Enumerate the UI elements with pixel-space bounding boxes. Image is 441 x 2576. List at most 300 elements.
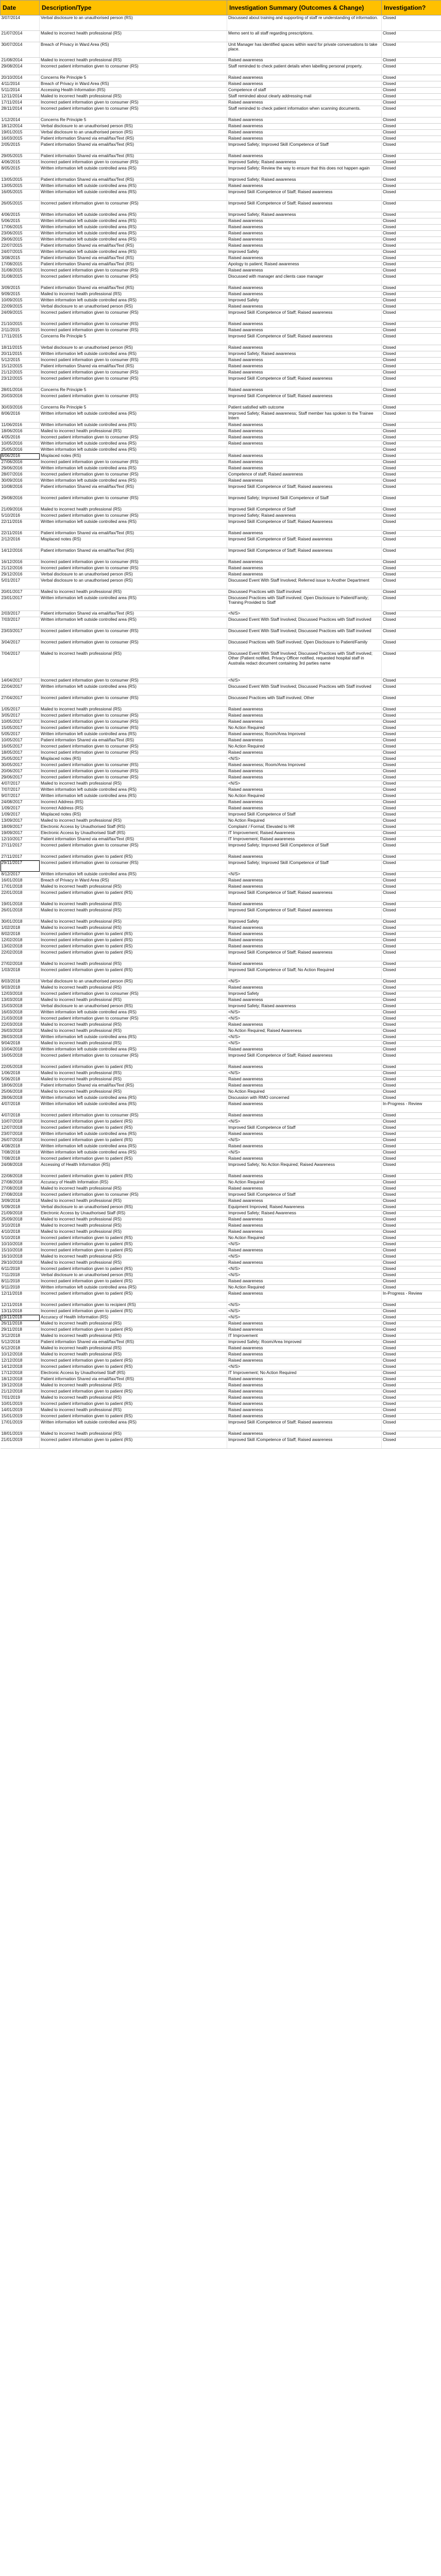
cell-date: 14/01/2019: [1, 1408, 40, 1414]
table-row[interactable]: [1, 1004, 441, 1010]
table-row[interactable]: [1, 177, 441, 183]
cell-summary: No Action Required: [227, 1285, 382, 1291]
table-row[interactable]: [1, 447, 441, 453]
table-row[interactable]: [1, 484, 441, 496]
cell-date: 25/05/2017: [1, 756, 40, 762]
cell-status: Closed: [382, 88, 441, 94]
table-row[interactable]: [1, 441, 441, 447]
cell-date: 27/06/2016: [1, 460, 40, 466]
table-row[interactable]: [1, 1279, 441, 1285]
table-row[interactable]: [1, 831, 441, 837]
table-row[interactable]: [1, 950, 441, 961]
cell-summary: Raised awareness: [227, 719, 382, 725]
table-row[interactable]: [1, 472, 441, 478]
cell-summary: Improved Skill /Competence of Staff; Raised awareness: [227, 484, 382, 496]
cell-description: Written information left outside controlled area (RS): [40, 411, 227, 422]
table-row[interactable]: [1, 117, 441, 124]
table-row[interactable]: [1, 334, 441, 345]
table-row[interactable]: [1, 961, 441, 968]
cell-status: Closed: [382, 42, 441, 58]
table-row[interactable]: [1, 1041, 441, 1047]
table-row[interactable]: [1, 1321, 441, 1327]
cell-date: 21/12/2015: [1, 370, 40, 376]
table-row[interactable]: [1, 519, 441, 531]
cell-summary: Raised awareness: [227, 1321, 382, 1327]
table-row[interactable]: [1, 985, 441, 991]
table-row[interactable]: [1, 387, 441, 394]
table-row[interactable]: [1, 1340, 441, 1346]
table-row[interactable]: [1, 806, 441, 812]
cell-date: 24/08/2017: [1, 800, 40, 806]
table-row[interactable]: [1, 572, 441, 578]
table-row[interactable]: [1, 1198, 441, 1205]
cell-summary: Raised awareness: [227, 750, 382, 756]
table-row[interactable]: [1, 925, 441, 931]
table-row[interactable]: [1, 142, 441, 154]
table-row[interactable]: [1, 1414, 441, 1420]
cell-summary: Raised awareness: [227, 707, 382, 713]
table-row[interactable]: [1, 345, 441, 351]
cell-summary: Raised awareness: [227, 1414, 382, 1420]
table-row[interactable]: [1, 979, 441, 985]
table-row[interactable]: [1, 1035, 441, 1041]
table-row[interactable]: [1, 531, 441, 537]
table-row[interactable]: [1, 183, 441, 190]
cell-status: Closed: [382, 781, 441, 787]
cell-description: Incorrect patient information given to consumer (RS): [40, 860, 227, 872]
table-row[interactable]: [1, 812, 441, 818]
cell-date: 18/06/2016: [1, 429, 40, 435]
cell-summary: No Action Required: [227, 1089, 382, 1095]
table-row[interactable]: [1, 611, 441, 617]
table-row[interactable]: [1, 1186, 441, 1192]
table-row[interactable]: [1, 824, 441, 831]
table-row[interactable]: [1, 651, 441, 678]
table-row[interactable]: [1, 249, 441, 256]
table-row[interactable]: [1, 860, 441, 872]
cell-date: 5/10/2016: [1, 513, 40, 519]
table-row[interactable]: [1, 351, 441, 358]
cell-summary: Raised awareness: [227, 256, 382, 262]
cell-date: 14/04/2017: [1, 678, 40, 684]
column-header-investigation[interactable]: Investigation?: [382, 1, 441, 15]
table-row[interactable]: [1, 1327, 441, 1333]
table-row[interactable]: [1, 1377, 441, 1383]
table-row[interactable]: [1, 237, 441, 243]
table-row[interactable]: [1, 310, 441, 321]
table-row[interactable]: [1, 1395, 441, 1401]
cell-summary: IT Improvement; Raised Awareness: [227, 831, 382, 837]
table-row[interactable]: [1, 160, 441, 166]
cell-date: 4/06/2015: [1, 160, 40, 166]
table-row[interactable]: [1, 696, 441, 707]
table-row[interactable]: [1, 938, 441, 944]
cell-description: Incorrect patient information given to patient (RS): [40, 1138, 227, 1144]
table-row[interactable]: [1, 843, 441, 854]
table-row[interactable]: [1, 1302, 441, 1309]
table-row[interactable]: [1, 1260, 441, 1266]
cell-description: Mailed to incorrect health professional (RS): [40, 589, 227, 596]
table-row[interactable]: [1, 793, 441, 800]
table-row[interactable]: [1, 578, 441, 589]
cell-date: 25/09/2018: [1, 1217, 40, 1223]
table-row[interactable]: [1, 42, 441, 58]
table-row[interactable]: [1, 1138, 441, 1144]
table-row[interactable]: [1, 435, 441, 441]
table-row[interactable]: [1, 1229, 441, 1235]
cell-status: Closed: [382, 611, 441, 617]
table-row[interactable]: [1, 478, 441, 484]
cell-date: 16/03/2015: [1, 136, 40, 142]
table-row[interactable]: [1, 1150, 441, 1156]
cell-status: Closed: [382, 285, 441, 292]
table-row[interactable]: [1, 1273, 441, 1279]
table-row[interactable]: [1, 256, 441, 262]
table-row[interactable]: [1, 1242, 441, 1248]
table-row[interactable]: [1, 212, 441, 218]
table-row[interactable]: [1, 884, 441, 890]
table-row[interactable]: [1, 878, 441, 884]
table-row[interactable]: [1, 1333, 441, 1340]
table-row[interactable]: [1, 787, 441, 793]
table-row[interactable]: [1, 719, 441, 725]
cell-description: Concerns Re Principle 5: [40, 75, 227, 81]
table-row[interactable]: [1, 231, 441, 237]
cell-description: Written information left outside controlled area (RS): [40, 237, 227, 243]
cell-description: Patient information Shared via email/fax/Text (RS): [40, 738, 227, 744]
table-row[interactable]: [1, 818, 441, 824]
cell-date: 3/10/2018: [1, 1223, 40, 1229]
table-row[interactable]: [1, 1248, 441, 1254]
cell-date: 22/05/2018: [1, 1064, 40, 1071]
table-row[interactable]: [1, 684, 441, 696]
cell-summary: Equipment Improved; Raised Awareness: [227, 1205, 382, 1211]
table-row[interactable]: [1, 1053, 441, 1064]
cell-status: Closed: [382, 824, 441, 831]
table-row[interactable]: [1, 1291, 441, 1302]
cell-summary: Improved Safety; Raised awareness: [227, 513, 382, 519]
table-row[interactable]: [1, 1162, 441, 1174]
cell-status: Closed: [382, 1205, 441, 1211]
table-row[interactable]: [1, 106, 441, 117]
cell-description: Incorrect patient information given to patient (RS): [40, 854, 227, 860]
table-row[interactable]: [1, 744, 441, 750]
cell-status: Closed: [382, 422, 441, 429]
cell-summary: Raised awareness: [227, 422, 382, 429]
table-row[interactable]: [1, 1358, 441, 1364]
table-row[interactable]: [1, 1285, 441, 1291]
cell-description: Misplaced notes (RS): [40, 812, 227, 818]
table-row[interactable]: [1, 1437, 441, 1449]
table-row[interactable]: [1, 931, 441, 938]
cell-status: Closed: [382, 405, 441, 411]
table-row[interactable]: [1, 991, 441, 997]
cell-status: Closed: [382, 256, 441, 262]
cell-date: 17/08/2015: [1, 262, 40, 268]
table-row[interactable]: [1, 1028, 441, 1035]
table-row[interactable]: [1, 166, 441, 177]
cell-status: Closed: [382, 640, 441, 651]
cell-description: Verbal disclosure to an unauthorised person (RS): [40, 1004, 227, 1010]
table-row[interactable]: [1, 496, 441, 507]
table-row[interactable]: [1, 243, 441, 249]
table-row[interactable]: [1, 466, 441, 472]
table-row[interactable]: [1, 732, 441, 738]
cell-status: Closed: [382, 1217, 441, 1223]
table-row[interactable]: [1, 405, 441, 411]
table-row[interactable]: [1, 262, 441, 268]
cell-date: 26/11/2018: [1, 1321, 40, 1327]
table-row[interactable]: [1, 376, 441, 387]
table-row[interactable]: [1, 537, 441, 548]
table-row[interactable]: [1, 775, 441, 781]
column-header-description[interactable]: Description/Type: [40, 1, 227, 15]
table-row[interactable]: [1, 1383, 441, 1389]
cell-summary: <N/S>: [227, 979, 382, 985]
cell-date: 12/11/2014: [1, 94, 40, 100]
table-row[interactable]: [1, 268, 441, 274]
table-row[interactable]: [1, 713, 441, 719]
table-row[interactable]: [1, 201, 441, 212]
table-row[interactable]: [1, 725, 441, 732]
table-row[interactable]: [1, 1254, 441, 1260]
cell-date: 26/07/2018: [1, 1138, 40, 1144]
table-row[interactable]: [1, 707, 441, 713]
table-row[interactable]: [1, 781, 441, 787]
table-row[interactable]: [1, 321, 441, 328]
table-row[interactable]: [1, 124, 441, 130]
cell-description: Breach of Privacy in Ward Area (RS): [40, 878, 227, 884]
table-row[interactable]: [1, 1266, 441, 1273]
cell-date: 8/06/2016: [1, 411, 40, 422]
cell-description: Incorrect patient information given to patient (RS): [40, 950, 227, 961]
table-row[interactable]: [1, 566, 441, 572]
table-row[interactable]: [1, 902, 441, 908]
table-row[interactable]: [1, 411, 441, 422]
table-row[interactable]: [1, 1119, 441, 1125]
cell-summary: Staff reminded to check patient details when labelling personal property.: [227, 64, 382, 75]
cell-status: Closed: [382, 589, 441, 596]
table-row[interactable]: [1, 800, 441, 806]
table-row[interactable]: [1, 560, 441, 566]
table-row[interactable]: [1, 1408, 441, 1414]
cell-date: 17/11/2014: [1, 100, 40, 106]
table-row[interactable]: [1, 285, 441, 292]
table-row[interactable]: [1, 1083, 441, 1089]
table-row[interactable]: [1, 997, 441, 1004]
table-row[interactable]: [1, 678, 441, 684]
table-row[interactable]: [1, 1010, 441, 1016]
table-row[interactable]: [1, 422, 441, 429]
table-row[interactable]: [1, 328, 441, 334]
cell-summary: <N/S>: [227, 678, 382, 684]
table-row[interactable]: [1, 370, 441, 376]
cell-summary: Raised awareness: [227, 364, 382, 370]
table-row[interactable]: [1, 1113, 441, 1119]
cell-summary: Improved Skill /Competence of Staff; Raised awareness: [227, 334, 382, 345]
cell-description: Incorrect patient information given to patient (RS): [40, 1279, 227, 1285]
cell-summary: Raised awareness: [227, 387, 382, 394]
cell-date: 22/11/2016: [1, 519, 40, 531]
table-row[interactable]: [1, 629, 441, 640]
cell-date: 1/06/2018: [1, 1071, 40, 1077]
table-row[interactable]: [1, 507, 441, 513]
table-row[interactable]: [1, 756, 441, 762]
table-row[interactable]: [1, 919, 441, 925]
table-row[interactable]: [1, 31, 441, 42]
table-row[interactable]: [1, 1144, 441, 1150]
cell-date: 21/01/2019: [1, 1437, 40, 1449]
cell-status: Closed: [382, 1248, 441, 1254]
table-row[interactable]: [1, 1364, 441, 1370]
table-row[interactable]: [1, 225, 441, 231]
table-row[interactable]: [1, 130, 441, 136]
table-row[interactable]: [1, 1420, 441, 1431]
table-row[interactable]: [1, 1309, 441, 1315]
cell-date: 4/10/2018: [1, 1229, 40, 1235]
cell-status: Closed: [382, 548, 441, 560]
cell-date: 9/04/2018: [1, 1041, 40, 1047]
table-row[interactable]: [1, 364, 441, 370]
table-row[interactable]: [1, 292, 441, 298]
cell-summary: Raised awareness: [227, 787, 382, 793]
cell-status: Closed: [382, 94, 441, 100]
cell-description: Written information left outside controlled area (RS): [40, 212, 227, 218]
table-row[interactable]: [1, 453, 441, 460]
table-row[interactable]: [1, 1156, 441, 1162]
cell-summary: Improved Safety; Raised Awareness: [227, 1211, 382, 1217]
table-row[interactable]: [1, 58, 441, 64]
table-row[interactable]: [1, 890, 441, 902]
cell-status: Closed: [382, 117, 441, 124]
table-row[interactable]: [1, 75, 441, 81]
table-row[interactable]: [1, 1064, 441, 1071]
table-row[interactable]: [1, 1217, 441, 1223]
table-row[interactable]: [1, 837, 441, 843]
table-row[interactable]: [1, 617, 441, 629]
table-row[interactable]: [1, 1352, 441, 1358]
table-row[interactable]: [1, 1077, 441, 1083]
table-row[interactable]: [1, 1223, 441, 1229]
cell-description: Patient information Shared via email/fax/Text (RS): [40, 243, 227, 249]
table-row[interactable]: [1, 1389, 441, 1395]
column-header-summary[interactable]: Investigation Summary (Outcomes & Change): [227, 1, 382, 15]
table-row[interactable]: [1, 944, 441, 950]
table-row[interactable]: [1, 908, 441, 919]
table-row[interactable]: [1, 854, 441, 860]
cell-status: Closed: [382, 394, 441, 405]
cell-summary: Raised awareness: [227, 1352, 382, 1358]
cell-status: Closed: [382, 429, 441, 435]
table-row[interactable]: [1, 274, 441, 285]
table-row[interactable]: [1, 769, 441, 775]
table-row[interactable]: [1, 1370, 441, 1377]
table-row[interactable]: [1, 154, 441, 160]
cell-date: 29/06/2015: [1, 237, 40, 243]
cell-status: Closed: [382, 831, 441, 837]
table-row[interactable]: [1, 1089, 441, 1095]
table-row[interactable]: [1, 750, 441, 756]
cell-date: 8/06/2016: [1, 453, 40, 460]
table-row[interactable]: [1, 94, 441, 100]
table-row[interactable]: [1, 1131, 441, 1138]
table-row[interactable]: [1, 1180, 441, 1186]
table-row[interactable]: [1, 1205, 441, 1211]
cell-date: 8/02/2018: [1, 931, 40, 938]
table-row[interactable]: [1, 1101, 441, 1113]
table-row[interactable]: [1, 872, 441, 878]
table-row[interactable]: [1, 1431, 441, 1437]
cell-description: Mailed to incorrect health professional (RS): [40, 1077, 227, 1083]
table-row[interactable]: [1, 1192, 441, 1198]
cell-status: Closed: [382, 130, 441, 136]
table-row[interactable]: [1, 1022, 441, 1028]
table-row[interactable]: [1, 1125, 441, 1131]
table-row[interactable]: [1, 762, 441, 769]
table-row[interactable]: [1, 1071, 441, 1077]
table-row[interactable]: [1, 304, 441, 310]
cell-description: Mailed to incorrect health professional (RS): [40, 1352, 227, 1358]
table-row[interactable]: [1, 218, 441, 225]
table-row[interactable]: [1, 548, 441, 560]
cell-date: 17/01/2018: [1, 884, 40, 890]
table-row[interactable]: [1, 1235, 441, 1242]
table-row[interactable]: [1, 190, 441, 201]
table-row[interactable]: [1, 1095, 441, 1101]
cell-date: 1/05/2017: [1, 707, 40, 713]
cell-status: Closed: [382, 466, 441, 472]
table-row[interactable]: [1, 1401, 441, 1408]
column-header-date[interactable]: Date: [1, 1, 40, 15]
table-row[interactable]: [1, 738, 441, 744]
table-row[interactable]: [1, 513, 441, 519]
table-row[interactable]: [1, 1315, 441, 1321]
table-row[interactable]: [1, 596, 441, 611]
cell-summary: Raised awareness: [227, 1248, 382, 1254]
cell-description: Incorrect Address (RS): [40, 800, 227, 806]
table-row[interactable]: [1, 1211, 441, 1217]
table-row[interactable]: [1, 298, 441, 304]
table-row[interactable]: [1, 1016, 441, 1022]
cell-summary: Raised awareness: [227, 75, 382, 81]
cell-status: Closed: [382, 304, 441, 310]
table-row[interactable]: [1, 136, 441, 142]
table-row[interactable]: [1, 81, 441, 88]
table-row[interactable]: [1, 64, 441, 75]
table-row[interactable]: [1, 589, 441, 596]
table-row[interactable]: [1, 1047, 441, 1053]
table-row[interactable]: [1, 358, 441, 364]
table-row[interactable]: [1, 640, 441, 651]
cell-date: 4/05/2016: [1, 435, 40, 441]
cell-description: Incorrect patient information given to patient (RS): [40, 1327, 227, 1333]
table-row[interactable]: [1, 968, 441, 979]
cell-date: 15/03/2018: [1, 1004, 40, 1010]
cell-description: Mailed to incorrect health professional (RS): [40, 1223, 227, 1229]
table-row[interactable]: [1, 1174, 441, 1180]
cell-status: Closed: [382, 177, 441, 183]
cell-description: Patient information Shared via email/fax/Text (RS): [40, 136, 227, 142]
cell-date: 9/03/2018: [1, 985, 40, 991]
table-row[interactable]: [1, 460, 441, 466]
cell-status: Closed: [382, 190, 441, 201]
table-row[interactable]: [1, 15, 441, 31]
table-row[interactable]: [1, 394, 441, 405]
table-row[interactable]: [1, 429, 441, 435]
table-row[interactable]: [1, 100, 441, 106]
table-row[interactable]: [1, 88, 441, 94]
table-row[interactable]: [1, 1346, 441, 1352]
